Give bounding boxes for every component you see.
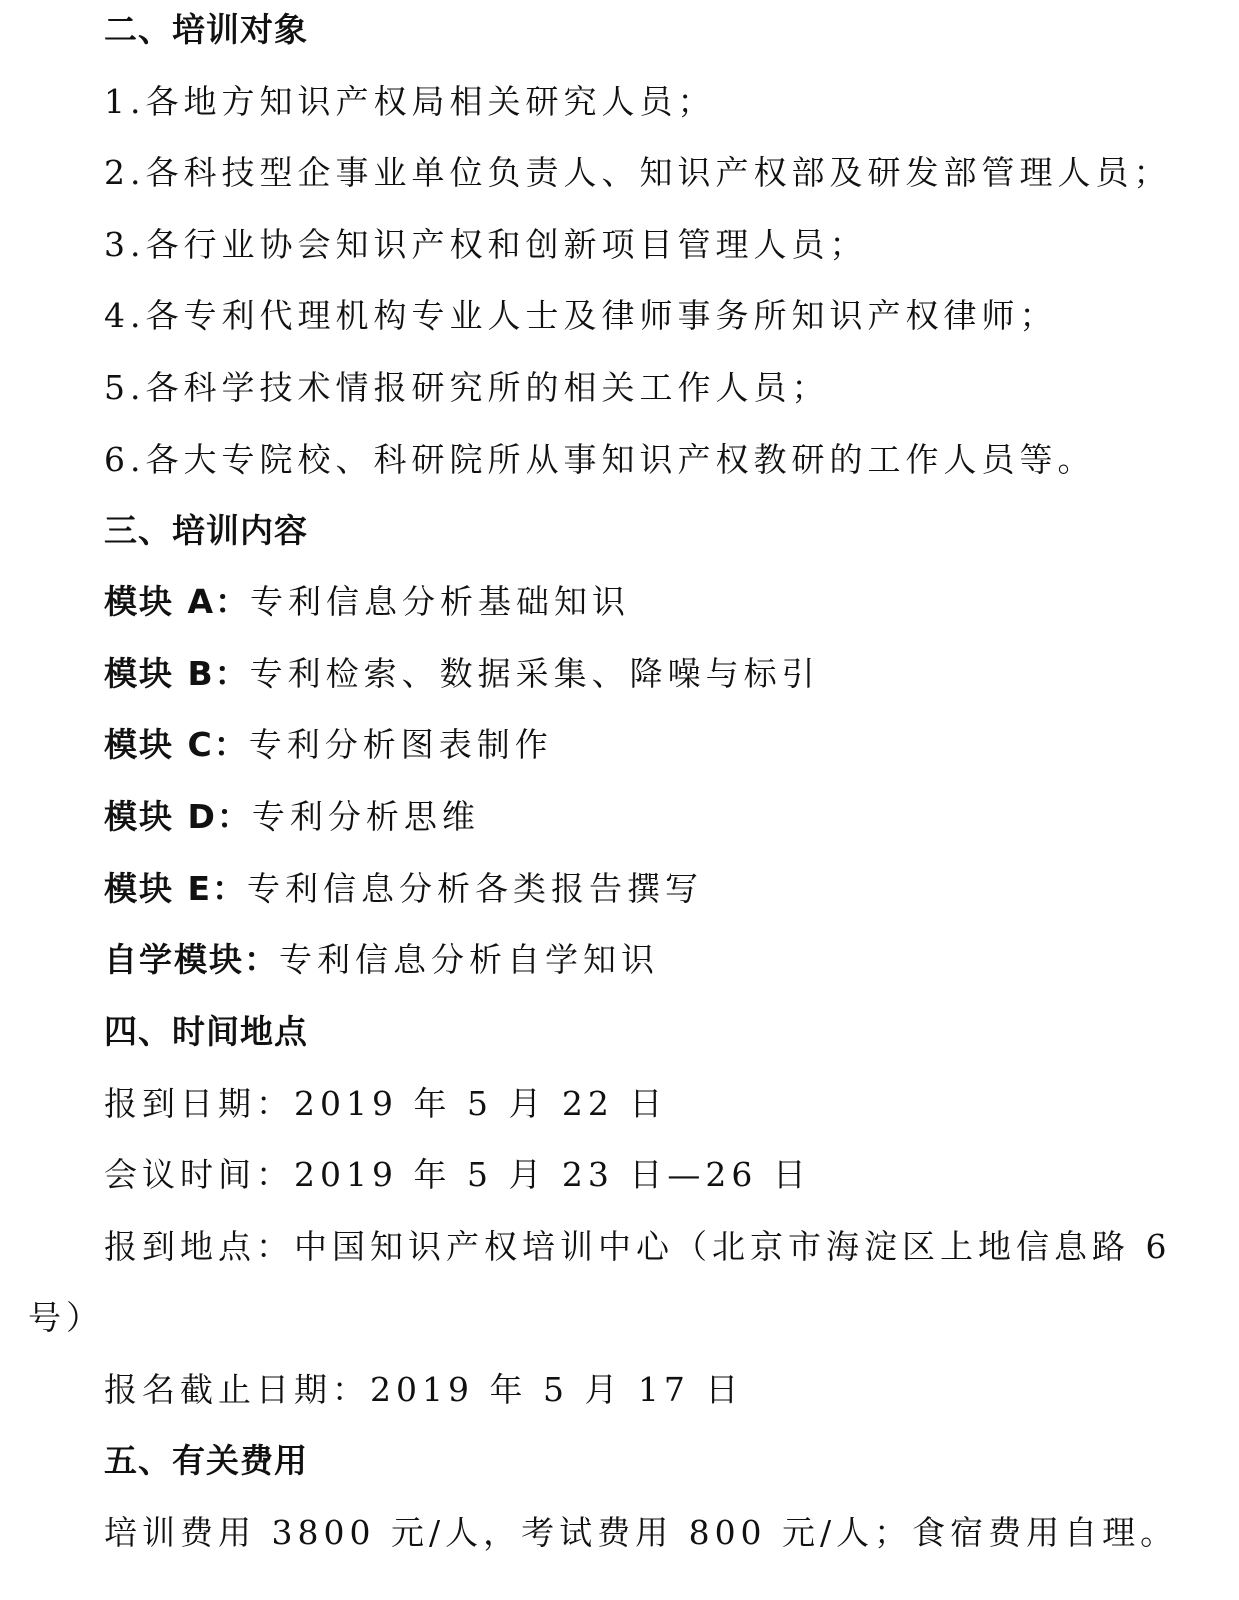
list-item: 5.各科学技术情报研究所的相关工作人员； (104, 368, 830, 407)
report-place-continued: 号） (28, 1298, 104, 1337)
meeting-time: 会议时间：2019 年 5 月 23 日—26 日 (104, 1155, 811, 1194)
module-text: 专利检索、数据采集、降噪与标引 (249, 654, 820, 693)
report-place: 报到地点：中国知识产权培训中心（北京市海淀区上地信息路 6 (104, 1227, 1172, 1266)
section-heading-fees: 五、有关费用 (104, 1441, 308, 1480)
report-date: 报到日期：2019 年 5 月 22 日 (104, 1084, 668, 1123)
module-text: 专利信息分析各类报告撰写 (247, 869, 704, 908)
module-label: 模块 E： (104, 869, 248, 908)
module-text: 专利分析图表制作 (248, 725, 553, 764)
module-label: 模块 D： (104, 797, 252, 836)
module-row (104, 869, 703, 909)
list-item: 2.各科技型企事业单位负责人、知识产权部及研发部管理人员； (104, 153, 1172, 192)
list-item: 6.各大专院校、科研院所从事知识产权教研的工作人员等。 (104, 440, 1096, 479)
module-row (104, 654, 820, 694)
module-label: 自学模块： (104, 940, 279, 979)
module-row (104, 797, 480, 837)
module-row (104, 582, 630, 622)
list-item: 1.各地方知识产权局相关研究人员； (104, 82, 716, 121)
registration-deadline: 报名截止日期：2019 年 5 月 17 日 (104, 1370, 744, 1409)
module-text: 专利分析思维 (251, 797, 480, 836)
list-item: 3.各行业协会知识产权和创新项目管理人员； (104, 225, 868, 264)
module-label: 模块 C： (104, 725, 249, 764)
module-label: 模块 A： (104, 582, 251, 621)
module-label: 模块 B： (104, 654, 250, 693)
fees-text: 培训费用 3800 元/人，考试费用 800 元/人；食宿费用自理。 (104, 1513, 1179, 1552)
module-row (104, 725, 553, 765)
module-text: 专利信息分析基础知识 (250, 582, 631, 621)
section-heading-training-targets: 二、培训对象 (104, 10, 308, 49)
module-row (104, 940, 659, 980)
section-heading-time-place: 四、时间地点 (104, 1012, 308, 1051)
module-text: 专利信息分析自学知识 (279, 940, 659, 979)
section-heading-training-content: 三、培训内容 (104, 511, 308, 550)
list-item: 4.各专利代理机构专业人士及律师事务所知识产权律师； (104, 296, 1058, 335)
